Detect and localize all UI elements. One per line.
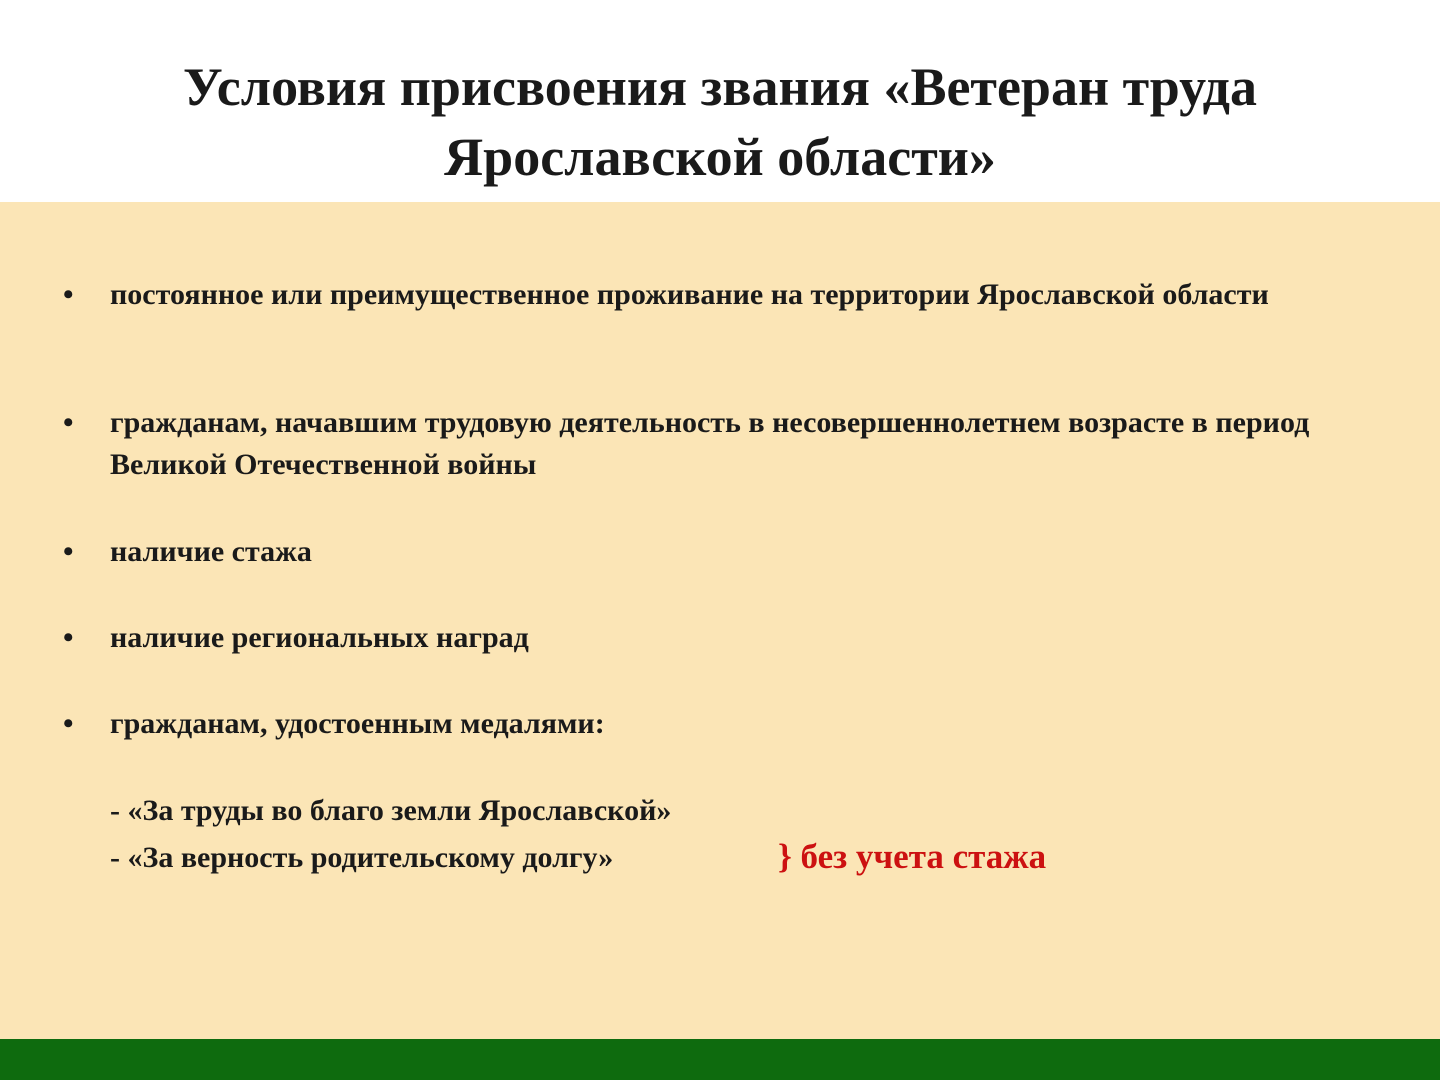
- bullet-marker: •: [63, 406, 74, 439]
- bottom-bar: [0, 1039, 1440, 1080]
- bullet-marker: •: [63, 621, 74, 654]
- bullet-text: гражданам, начавшим трудовую деятельность в несовершеннолетнем возрасте в период Великой Отечественной войны: [110, 406, 1310, 481]
- bullet-text: гражданам, удостоенным медалями:: [110, 707, 605, 740]
- medals-note: } без учета стажа: [778, 837, 1047, 876]
- bullet-text: наличие региональных наград: [110, 621, 529, 654]
- bullet-text: наличие стажа: [110, 535, 312, 568]
- bullet-marker: •: [63, 535, 74, 568]
- medal-item-yaroslavl-land: - «За труды во благо земли Ярославской»: [110, 794, 672, 827]
- bullet-marker: •: [63, 707, 74, 740]
- bullet-text: постоянное или преимущественное проживание на территории Ярославской области: [110, 278, 1269, 311]
- bullet-marker: •: [63, 278, 74, 311]
- title-area: [0, 0, 1440, 202]
- content-panel: [0, 202, 1440, 1039]
- slide-title: [0, 52, 1440, 192]
- slide-title-line-1: Условия присвоения звания «Ветеран труда: [183, 57, 1257, 117]
- slide-title-line-2: Ярославской области»: [444, 127, 996, 187]
- medal-item-parental-duty: - «За верность родительскому долгу»: [110, 841, 614, 874]
